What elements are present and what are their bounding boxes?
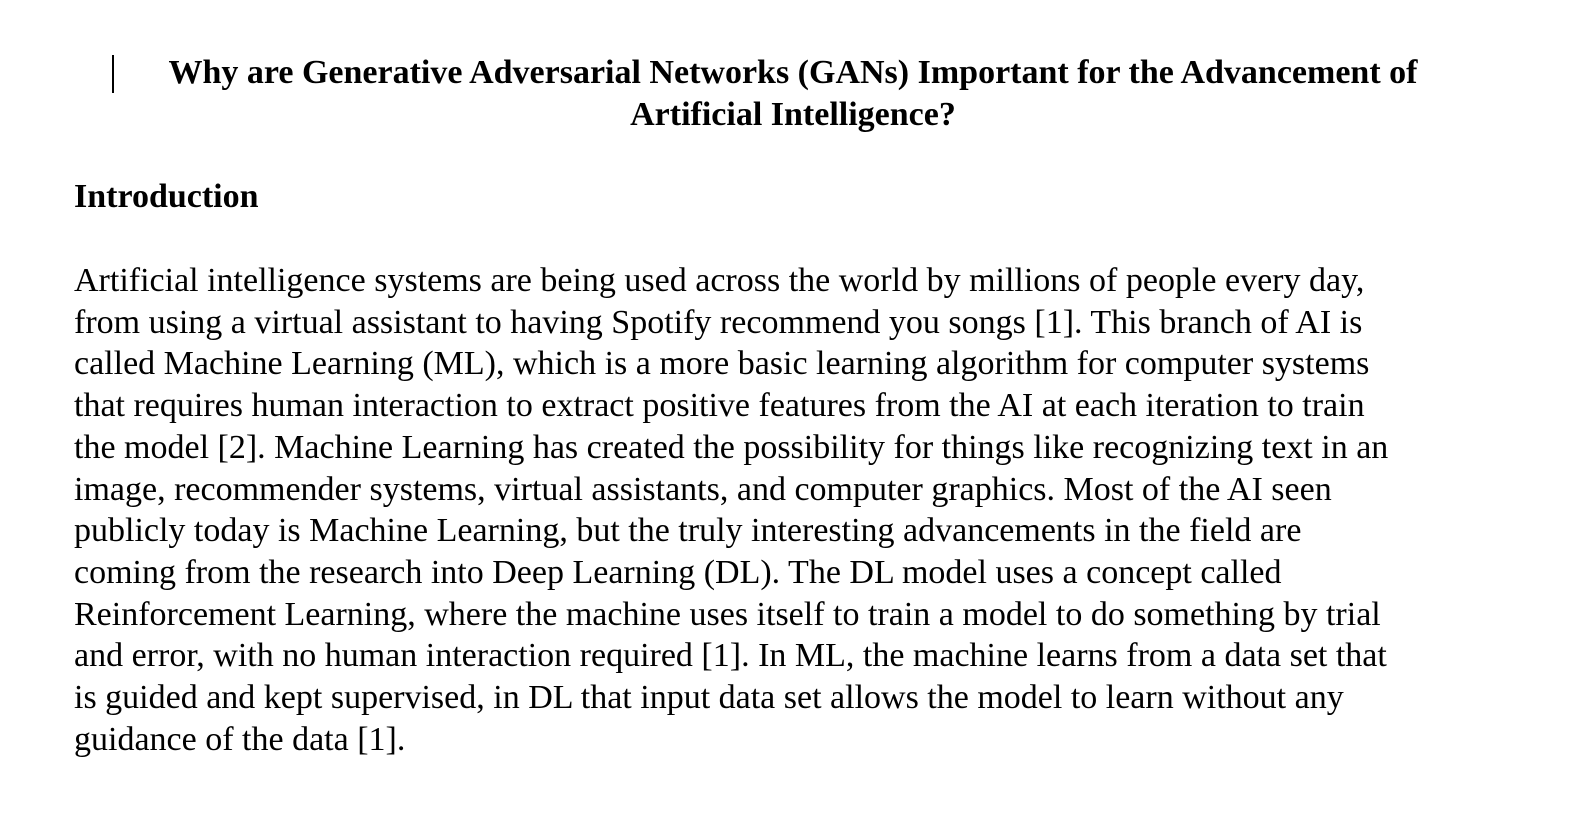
introduction-paragraph (74, 260, 1494, 760)
title-line-2: Artificial Intelligence? (630, 96, 956, 133)
paragraph-line: called Machine Learning (ML), which is a more basic learning algorithm for computer systems (74, 345, 1370, 383)
paragraph-line: coming from the research into Deep Learning (DL). The DL model uses a concept called (74, 553, 1282, 591)
paragraph-line: guidance of the data [1]. (74, 720, 406, 758)
paragraph-line: that requires human interaction to extract positive features from the AI at each iteration to train (74, 387, 1365, 425)
paragraph-line: the model [2]. Machine Learning has created the possibility for things like recognizing text in an (74, 428, 1389, 466)
paragraph-line: is guided and kept supervised, in DL that input data set allows the model to learn without any (74, 679, 1344, 717)
document-title (100, 52, 1486, 136)
section-heading-introduction: Introduction (74, 178, 259, 215)
paragraph-line: Artificial intelligence systems are being used across the world by millions of people every day, (74, 262, 1365, 299)
paragraph-line: Reinforcement Learning, where the machine uses itself to train a model to do something by trial (74, 595, 1381, 633)
paragraph-line: from using a virtual assistant to having Spotify recommend you songs [1]. This branch of AI is (74, 303, 1363, 341)
paragraph-line: and error, with no human interaction required [1]. In ML, the machine learns from a data set that (74, 637, 1387, 675)
title-line-1: Why are Generative Adversarial Networks (GANs) Important for the Advancement of (168, 54, 1418, 91)
paragraph-line: publicly today is Machine Learning, but the truly interesting advancements in the field are (74, 512, 1302, 550)
paragraph-line: image, recommender systems, virtual assistants, and computer graphics. Most of the AI seen (74, 470, 1332, 508)
